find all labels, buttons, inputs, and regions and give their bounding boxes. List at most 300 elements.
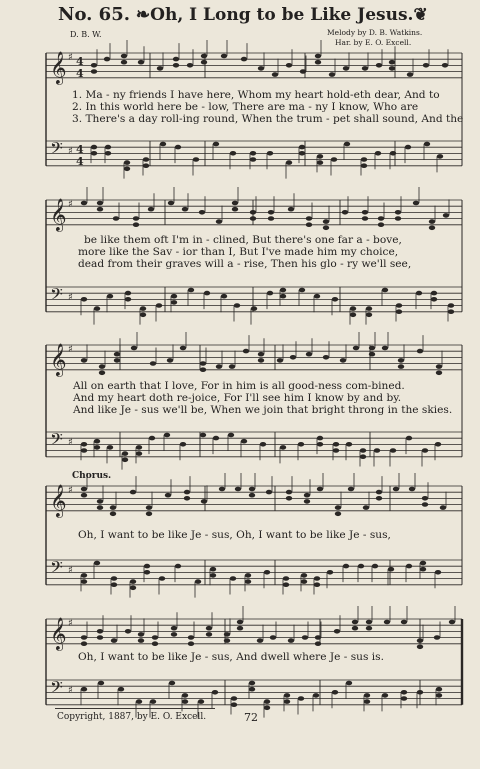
note-head xyxy=(284,699,290,704)
ornament-right-icon: ❦ xyxy=(413,5,428,25)
note-head xyxy=(366,313,372,318)
lyric-line: dead from their graves will a - rise, Then his glo - ry we'll see, xyxy=(78,258,412,270)
note-head xyxy=(143,157,149,162)
note-head xyxy=(409,487,415,492)
note-head xyxy=(251,306,257,311)
note-head xyxy=(81,487,87,492)
note-head xyxy=(258,358,264,363)
treble-clef-icon: 𝄞 xyxy=(50,198,67,231)
note-head xyxy=(122,458,128,463)
melody-credit: Melody by D. B. Watkins. xyxy=(327,28,423,37)
note-head xyxy=(335,512,341,517)
note-head xyxy=(216,219,222,224)
note-head xyxy=(388,567,394,572)
note-head xyxy=(212,690,218,695)
note-head xyxy=(110,512,116,517)
note-head xyxy=(258,66,264,71)
note-head xyxy=(232,207,238,212)
note-head xyxy=(376,496,382,501)
note-head xyxy=(140,306,146,311)
note-head xyxy=(245,573,251,578)
note-head xyxy=(200,361,206,366)
note-head xyxy=(138,638,144,643)
note-head xyxy=(346,442,352,447)
hymn-number: No. 65. xyxy=(58,4,130,25)
note-head xyxy=(133,222,139,227)
note-head xyxy=(436,364,442,369)
note-head xyxy=(231,696,237,701)
lyric-line: Oh, I want to be like Je - sus, And dwell where Je - sus is. xyxy=(78,651,384,663)
sharp-icon: ♯ xyxy=(68,437,73,448)
note-head xyxy=(221,294,227,299)
note-head xyxy=(317,436,323,441)
note-head xyxy=(136,445,142,450)
note-head xyxy=(448,309,454,314)
note-head xyxy=(193,157,199,162)
note-head xyxy=(81,297,87,302)
note-head xyxy=(167,358,173,363)
note-head xyxy=(393,487,399,492)
note-head xyxy=(327,570,333,575)
note-head xyxy=(401,620,407,625)
note-head xyxy=(314,582,320,587)
lyric-line: 1. Ma - ny friends I have here, Whom my heart hold-eth dear, And to xyxy=(72,89,440,101)
time-signature: 4 xyxy=(76,55,84,68)
note-head xyxy=(180,346,186,351)
note-head xyxy=(436,371,442,376)
note-head xyxy=(210,573,216,578)
note-head xyxy=(382,346,388,351)
note-head xyxy=(396,303,402,308)
note-head xyxy=(249,487,255,492)
note-head xyxy=(144,570,150,575)
note-head xyxy=(378,222,384,227)
note-head xyxy=(159,576,165,581)
note-head xyxy=(81,358,87,363)
note-head xyxy=(175,145,181,150)
note-head xyxy=(362,216,368,221)
note-head xyxy=(420,567,426,572)
note-head xyxy=(201,60,207,65)
note-head xyxy=(335,505,341,510)
note-head xyxy=(389,60,395,65)
note-head xyxy=(384,620,390,625)
note-head xyxy=(277,358,283,363)
note-head xyxy=(94,439,100,444)
note-head xyxy=(363,505,369,510)
note-head xyxy=(195,579,201,584)
note-head xyxy=(125,291,131,296)
note-head xyxy=(200,367,206,372)
note-head xyxy=(429,219,435,224)
note-head xyxy=(204,291,210,296)
lyric-line: And like Je - sus we'll be, When we join that bright throng in the skies. xyxy=(73,404,453,416)
note-head xyxy=(331,157,337,162)
note-head xyxy=(389,66,395,71)
note-head xyxy=(283,576,289,581)
note-head xyxy=(136,451,142,456)
note-head xyxy=(306,222,312,227)
note-head xyxy=(99,364,105,369)
note-head xyxy=(97,635,103,640)
note-head xyxy=(350,306,356,311)
lyric-line: more like the Sav - ior than I, But I've made him my choice, xyxy=(78,246,399,258)
note-head xyxy=(81,641,87,646)
note-head xyxy=(390,448,396,453)
note-head xyxy=(435,570,441,575)
lyric-line: be like them oft I'm in - clined, But there's one far a - bove, xyxy=(84,234,402,246)
note-head xyxy=(144,564,150,569)
note-head xyxy=(221,54,227,59)
note-head xyxy=(398,358,404,363)
note-head xyxy=(165,493,171,498)
note-head xyxy=(301,579,307,584)
note-head xyxy=(323,355,329,360)
note-head xyxy=(304,493,310,498)
note-head xyxy=(175,564,181,569)
note-head xyxy=(156,303,162,308)
note-head xyxy=(250,157,256,162)
note-head xyxy=(97,207,103,212)
note-head xyxy=(376,63,382,68)
note-head xyxy=(81,493,87,498)
note-head xyxy=(105,151,111,156)
note-head xyxy=(442,63,448,68)
note-head xyxy=(304,499,310,504)
note-head xyxy=(406,436,412,441)
note-head xyxy=(267,151,273,156)
note-head xyxy=(150,361,156,366)
note-head xyxy=(431,291,437,296)
bass-clef-icon: 𝄢 xyxy=(50,284,63,308)
note-head xyxy=(358,564,364,569)
note-head xyxy=(182,207,188,212)
note-head xyxy=(250,151,256,156)
note-head xyxy=(422,496,428,501)
note-head xyxy=(266,490,272,495)
note-head xyxy=(164,433,170,438)
note-head xyxy=(143,163,149,168)
note-head xyxy=(288,638,294,643)
note-head xyxy=(284,693,290,698)
note-head xyxy=(99,371,105,376)
note-head xyxy=(124,160,130,165)
note-head xyxy=(343,564,349,569)
note-head xyxy=(333,442,339,447)
note-head xyxy=(352,620,358,625)
treble-clef-icon: 𝄞 xyxy=(50,617,67,650)
sharp-icon: ♯ xyxy=(68,344,73,355)
bass-clef-icon: 𝄢 xyxy=(50,429,63,453)
sharp-icon: ♯ xyxy=(68,565,73,576)
note-head xyxy=(343,66,349,71)
note-head xyxy=(188,635,194,640)
note-head xyxy=(188,641,194,646)
note-head xyxy=(342,210,348,215)
note-head xyxy=(361,157,367,162)
note-head xyxy=(107,445,113,450)
note-head xyxy=(235,487,241,492)
note-head xyxy=(184,490,190,495)
harmony-credit: Har. by E. O. Excell. xyxy=(335,37,412,47)
note-head xyxy=(249,687,255,692)
sharp-icon: ♯ xyxy=(68,199,73,210)
note-head xyxy=(431,297,437,302)
note-head xyxy=(366,306,372,311)
note-head xyxy=(272,72,278,77)
note-head xyxy=(374,448,380,453)
note-head xyxy=(130,579,136,584)
note-head xyxy=(280,294,286,299)
note-head xyxy=(299,145,305,150)
time-signature: 4 xyxy=(76,143,84,156)
note-head xyxy=(94,306,100,311)
note-head xyxy=(288,207,294,212)
note-head xyxy=(299,288,305,293)
note-head xyxy=(138,60,144,65)
note-head xyxy=(231,702,237,707)
lyric-line: All on earth that I love, For in him is all good-ness com-bined. xyxy=(73,380,405,392)
note-head xyxy=(340,358,346,363)
note-head xyxy=(280,288,286,293)
note-head xyxy=(348,487,354,492)
sharp-icon: ♯ xyxy=(68,485,73,496)
words-author: D. B. W. xyxy=(70,30,102,39)
note-head xyxy=(107,294,113,299)
note-head xyxy=(315,54,321,59)
sharp-icon: ♯ xyxy=(68,52,73,63)
note-head xyxy=(201,54,207,59)
note-head xyxy=(420,561,426,566)
note-head xyxy=(118,687,124,692)
note-head xyxy=(245,579,251,584)
note-head xyxy=(173,63,179,68)
note-head xyxy=(317,487,323,492)
note-head xyxy=(440,505,446,510)
note-head xyxy=(314,294,320,299)
note-head xyxy=(171,300,177,305)
note-head xyxy=(198,699,204,704)
note-head xyxy=(290,355,296,360)
note-head xyxy=(260,442,266,447)
note-head xyxy=(360,448,366,453)
note-head xyxy=(302,635,308,640)
note-head xyxy=(362,66,368,71)
note-head xyxy=(187,63,193,68)
note-head xyxy=(301,573,307,578)
note-head xyxy=(306,216,312,221)
note-head xyxy=(346,681,352,686)
note-head xyxy=(219,487,225,492)
note-head xyxy=(286,63,292,68)
note-head xyxy=(362,210,368,215)
note-head xyxy=(81,448,87,453)
sharp-icon: ♯ xyxy=(68,618,73,629)
note-head xyxy=(353,346,359,351)
note-head xyxy=(105,145,111,150)
lyric-line: And my heart doth re-joice, For I'll see him I know by and by. xyxy=(73,392,402,404)
note-head xyxy=(228,433,234,438)
ornament-left-icon: ❧ xyxy=(135,5,151,25)
note-head xyxy=(91,145,97,150)
note-head xyxy=(443,213,449,218)
bass-clef-icon: 𝄢 xyxy=(50,557,63,581)
note-head xyxy=(91,151,97,156)
note-head xyxy=(125,629,131,634)
note-head xyxy=(91,69,97,74)
note-head xyxy=(98,681,104,686)
note-head xyxy=(124,167,130,172)
note-head xyxy=(91,63,97,68)
note-head xyxy=(283,582,289,587)
note-head xyxy=(81,635,87,640)
lyric-line: Oh, I want to be like Je - sus, Oh, I want to be like Je - sus, xyxy=(78,529,391,541)
page-number: 72 xyxy=(244,711,258,724)
note-head xyxy=(352,626,358,631)
note-head xyxy=(448,303,454,308)
note-head xyxy=(395,210,401,215)
note-head xyxy=(268,210,274,215)
note-head xyxy=(382,693,388,698)
time-signature: 4 xyxy=(76,155,84,168)
note-head xyxy=(366,626,372,631)
note-head xyxy=(332,690,338,695)
note-head xyxy=(286,490,292,495)
note-head xyxy=(94,561,100,566)
note-head xyxy=(81,442,87,447)
note-head xyxy=(449,620,455,625)
note-head xyxy=(169,681,175,686)
note-head xyxy=(150,699,156,704)
note-head xyxy=(366,620,372,625)
note-head xyxy=(434,635,440,640)
note-head xyxy=(333,448,339,453)
note-head xyxy=(81,687,87,692)
copyright-notice: Copyright, 1887, by E. O. Excell. xyxy=(57,712,207,722)
note-head xyxy=(200,433,206,438)
note-head xyxy=(213,142,219,147)
note-head xyxy=(435,442,441,447)
note-head xyxy=(168,201,174,206)
bass-clef-icon: 𝄢 xyxy=(50,138,63,162)
note-head xyxy=(152,635,158,640)
note-head xyxy=(121,54,127,59)
treble-clef-icon: 𝄞 xyxy=(50,51,67,84)
note-head xyxy=(422,502,428,507)
note-head xyxy=(97,201,103,206)
note-head xyxy=(317,160,323,165)
lyric-line: 2. In this world here be - low, There are ma - ny I know, Who are xyxy=(72,101,419,113)
note-head xyxy=(122,451,128,456)
note-head xyxy=(280,445,286,450)
note-head xyxy=(131,346,137,351)
note-head xyxy=(407,72,413,77)
note-head xyxy=(360,454,366,459)
note-head xyxy=(424,142,430,147)
note-head xyxy=(160,142,166,147)
note-head xyxy=(257,638,263,643)
note-head xyxy=(230,151,236,156)
note-head xyxy=(364,693,370,698)
bass-clef-icon: 𝄢 xyxy=(50,677,63,701)
note-head xyxy=(173,57,179,62)
note-head xyxy=(436,687,442,692)
note-head xyxy=(298,442,304,447)
note-head xyxy=(401,690,407,695)
hymn-title: Oh, I Long to be Like Jesus. xyxy=(150,5,414,25)
note-head xyxy=(237,620,243,625)
note-head xyxy=(416,291,422,296)
note-head xyxy=(396,309,402,314)
note-head xyxy=(81,573,87,578)
note-head xyxy=(249,493,255,498)
note-head xyxy=(299,151,305,156)
note-head xyxy=(315,60,321,65)
note-head xyxy=(264,706,270,711)
treble-clef-icon: 𝄞 xyxy=(50,343,67,376)
note-head xyxy=(314,576,320,581)
note-head xyxy=(146,505,152,510)
note-head xyxy=(97,505,103,510)
note-head xyxy=(237,626,243,631)
lyric-line: 3. There's a day roll-ing round, When the trum - pet shall sound, And the xyxy=(72,113,464,125)
note-head xyxy=(298,696,304,701)
note-head xyxy=(136,699,142,704)
note-head xyxy=(405,145,411,150)
note-head xyxy=(286,496,292,501)
note-head xyxy=(401,696,407,701)
note-head xyxy=(182,693,188,698)
note-head xyxy=(182,699,188,704)
note-head xyxy=(97,629,103,634)
note-head xyxy=(423,63,429,68)
note-head xyxy=(216,364,222,369)
note-head xyxy=(113,216,119,221)
note-head xyxy=(395,216,401,221)
note-head xyxy=(188,288,194,293)
note-head xyxy=(332,297,338,302)
note-head xyxy=(130,586,136,591)
note-head xyxy=(382,288,388,293)
note-head xyxy=(97,499,103,504)
note-head xyxy=(230,576,236,581)
note-head xyxy=(429,226,435,231)
note-head xyxy=(306,352,312,357)
note-head xyxy=(243,349,249,354)
note-head xyxy=(171,294,177,299)
note-head xyxy=(372,564,378,569)
note-head xyxy=(114,358,120,363)
sharp-icon: ♯ xyxy=(68,292,73,303)
treble-clef-icon: 𝄞 xyxy=(50,484,67,517)
note-head xyxy=(111,582,117,587)
note-head xyxy=(149,436,155,441)
note-head xyxy=(334,629,340,634)
note-head xyxy=(376,490,382,495)
note-head xyxy=(323,219,329,224)
note-head xyxy=(323,226,329,231)
note-head xyxy=(264,699,270,704)
note-head xyxy=(148,207,154,212)
note-head xyxy=(264,570,270,575)
note-head xyxy=(133,216,139,221)
note-head xyxy=(146,512,152,517)
note-head xyxy=(317,442,323,447)
note-head xyxy=(417,349,423,354)
note-head xyxy=(94,445,100,450)
note-head xyxy=(210,567,216,572)
note-head xyxy=(317,154,323,159)
